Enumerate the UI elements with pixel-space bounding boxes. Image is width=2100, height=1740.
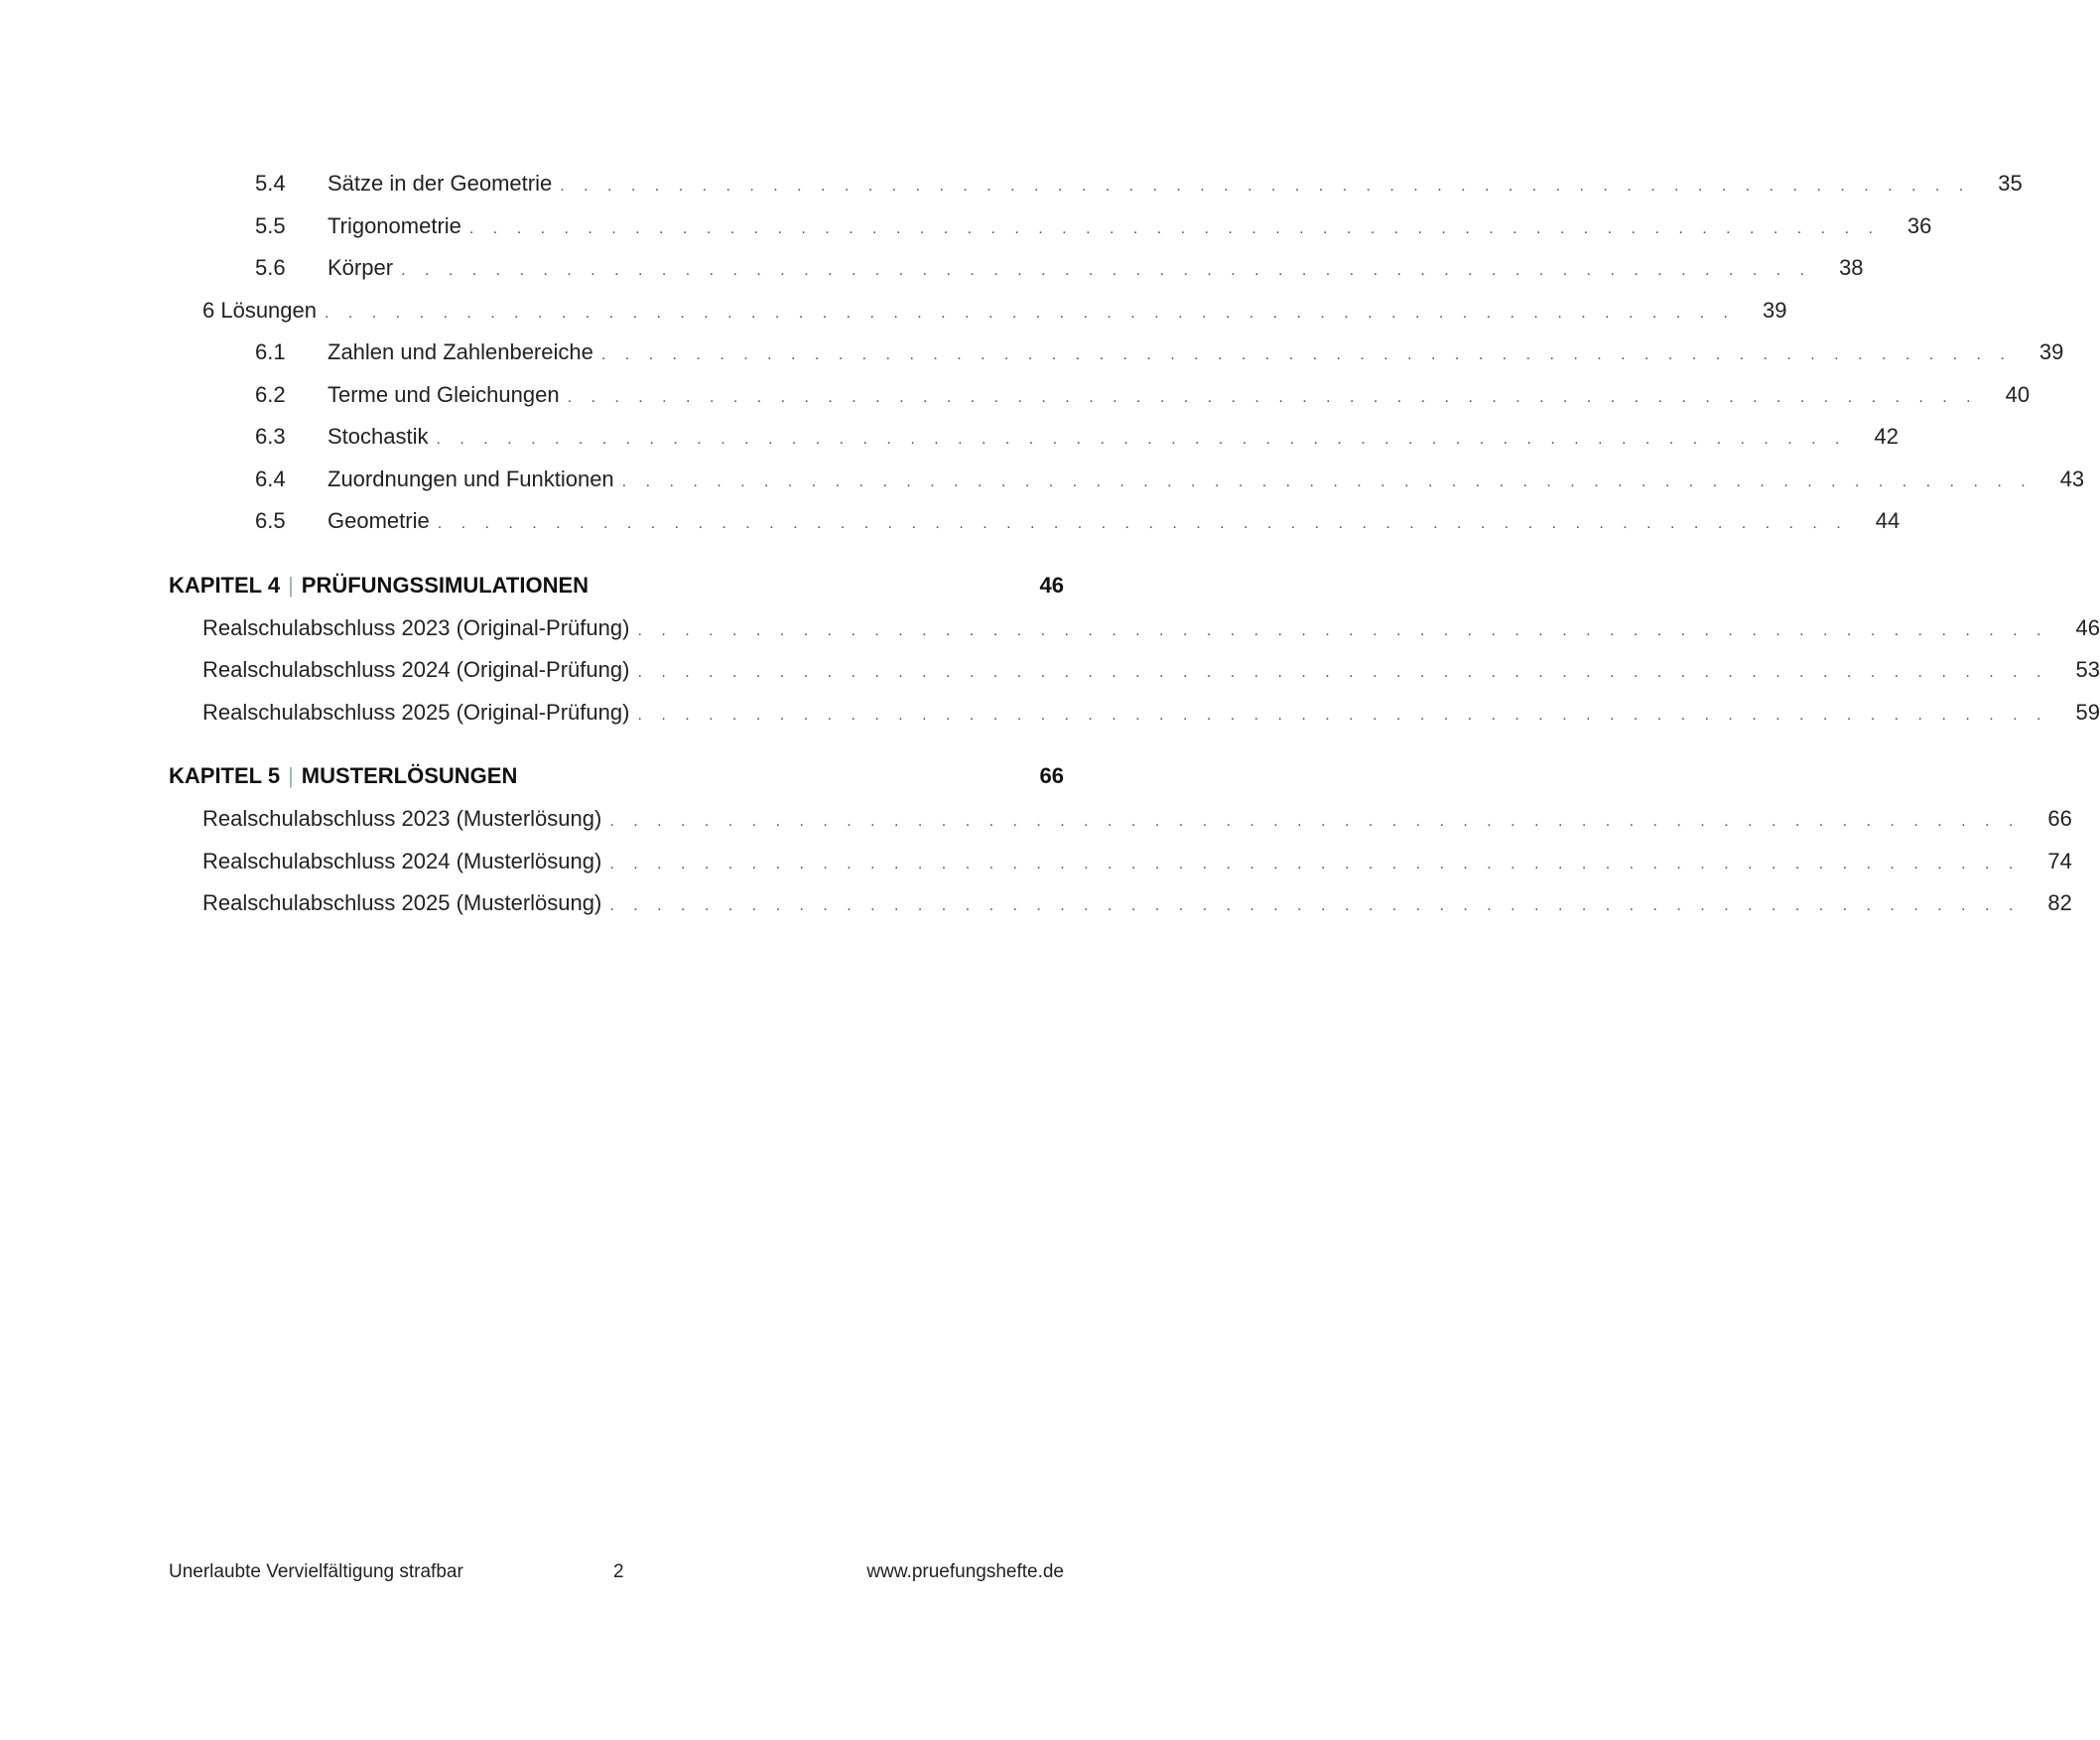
chapter-heading-kapitel-4[interactable] [169, 573, 1064, 615]
chapter-label: KAPITEL 5 [169, 763, 281, 788]
section-title: Körper [328, 255, 394, 280]
page-number: 82 [2047, 890, 2072, 915]
page-number: 42 [1874, 424, 1899, 449]
page-number: 35 [1998, 171, 2023, 196]
section-title: Sätze in der Geometrie [328, 171, 553, 196]
page-number: 46 [2075, 614, 2100, 640]
dot-leader: . . . . . . . . . . . . . . . . . . . . . . . . . . . . . . . . . . . . . . . . . . . . . . . . . . . . . . . . . . . . [637, 706, 2048, 724]
toc-entry-5-4[interactable] [169, 171, 2023, 213]
toc-entry-5-6[interactable] [169, 255, 1864, 298]
toc-entry-6-5[interactable] [169, 508, 1901, 551]
section-number: 5.5 [255, 212, 286, 238]
page-number: 39 [2038, 339, 2064, 364]
dot-leader: . . . . . . . . . . . . . . . . . . . . . . . . . . . . . . . . . . . . . . . . . . . . . . . . . . . . . . . . . . . . [600, 346, 2013, 363]
page-footer [169, 1561, 1064, 1587]
dot-leader: . . . . . . . . . . . . . . . . . . . . . . . . . . . . . . . . . . . . . . . . . . . . . . . . . . . . . . . . . . . . [436, 431, 1847, 448]
dot-leader: . . . . . . . . . . . . . . . . . . . . . . . . . . . . . . . . . . . . . . . . . . . . . . . . . . . . . . . . . . . . [560, 178, 1971, 195]
chapter-page-number: 66 [1039, 763, 1064, 788]
footer-page-number: 2 [613, 1561, 624, 1582]
section-title: Trigonometrie [328, 212, 461, 238]
dot-leader: . . . . . . . . . . . . . . . . . . . . . . . . . . . . . . . . . . . . . . . . . . . . . . . . . . . . . . . . . . . . [637, 621, 2048, 639]
page-number: 66 [2047, 806, 2072, 831]
section-title: Geometrie [328, 508, 430, 533]
chapter-page-number: 46 [1039, 572, 1064, 598]
chapter-label: KAPITEL 4 [169, 572, 281, 598]
dot-leader: . . . . . . . . . . . . . . . . . . . . . . . . . . . . . . . . . . . . . . . . . . . . . . . . . . . . . . . . . . . . [621, 472, 2034, 490]
dot-leader: . . . . . . . . . . . . . . . . . . . . . . . . . . . . . . . . . . . . . . . . . . . . . . . . . . . . . . . . . . . . [401, 262, 1812, 279]
dot-leader: . . . . . . . . . . . . . . . . . . . . . . . . . . . . . . . . . . . . . . . . . . . . . . . . . . . . . . . . . . . . [468, 219, 1881, 237]
toc-entry-6-loesungen[interactable] [169, 297, 1787, 340]
page-number: 36 [1906, 212, 1932, 238]
section-title: Zahlen und Zahlenbereiche [328, 339, 593, 364]
toc-entry-realschulabschluss-2024-original[interactable] [169, 657, 2100, 700]
page-number: 44 [1875, 508, 1901, 533]
toc-entry-realschulabschluss-2023-muster[interactable] [169, 806, 2072, 849]
chapter-title: MUSTERLÖSUNGEN [301, 763, 518, 788]
entry-title: Realschulabschluss 2025 (Musterlösung) [202, 890, 602, 915]
chapter-heading-text [169, 763, 1004, 789]
section-title: Terme und Gleichungen [328, 381, 560, 407]
dot-leader: . . . . . . . . . . . . . . . . . . . . . . . . . . . . . . . . . . . . . . . . . . . . . . . . . . . . . . . . . . . . [609, 897, 2021, 914]
toc-entry-realschulabschluss-2025-original[interactable] [169, 699, 2100, 742]
chapter-separator: | [288, 572, 294, 598]
page-number: 38 [1839, 255, 1864, 280]
entry-title: Realschulabschluss 2024 (Musterlösung) [202, 848, 602, 873]
page-number: 59 [2075, 699, 2100, 725]
toc-entry-realschulabschluss-2024-muster[interactable] [169, 848, 2072, 891]
toc-entry-realschulabschluss-2025-muster[interactable] [169, 890, 2072, 933]
dot-leader: . . . . . . . . . . . . . . . . . . . . . . . . . . . . . . . . . . . . . . . . . . . . . . . . . . . . . . . . . . . . [325, 304, 1736, 322]
section-number: 6.1 [255, 339, 286, 364]
footer-website-link[interactable]: www.pruefungshefte.de [866, 1561, 1064, 1582]
dot-leader: . . . . . . . . . . . . . . . . . . . . . . . . . . . . . . . . . . . . . . . . . . . . . . . . . . . . . . . . . . . . [609, 855, 2021, 872]
section-title: Stochastik [328, 424, 429, 449]
entry-title: Realschulabschluss 2023 (Original-Prüfung) [202, 614, 630, 640]
chapter-separator: | [288, 763, 294, 788]
entry-title: Realschulabschluss 2024 (Original-Prüfung) [202, 657, 630, 682]
entry-title: Realschulabschluss 2025 (Original-Prüfung) [202, 699, 630, 725]
toc-entry-6-3[interactable] [169, 424, 1899, 467]
toc-entry-6-1[interactable] [169, 339, 2064, 382]
section-number: 5.6 [255, 255, 286, 280]
section-number: 6.4 [255, 466, 286, 491]
page-number: 39 [1763, 297, 1787, 323]
page-number: 40 [2005, 381, 2031, 407]
dot-leader: . . . . . . . . . . . . . . . . . . . . . . . . . . . . . . . . . . . . . . . . . . . . . . . . . . . . . . . . . . . . [637, 664, 2048, 681]
section-number: 5.4 [255, 171, 286, 196]
entry-title: Realschulabschluss 2023 (Musterlösung) [202, 806, 602, 831]
section-title: Zuordnungen und Funktionen [328, 466, 614, 491]
page-number: 43 [2059, 466, 2085, 491]
page-number: 74 [2047, 848, 2072, 873]
chapter-heading-kapitel-5[interactable] [169, 763, 1064, 806]
section-number: 6.5 [255, 508, 286, 533]
footer-copyright-notice: Unerlaubte Vervielfältigung strafbar [169, 1561, 463, 1582]
toc-entry-realschulabschluss-2023-original[interactable] [169, 614, 2100, 658]
page-number: 53 [2075, 657, 2100, 682]
toc-entry-5-5[interactable] [169, 212, 1932, 256]
chapter-title: PRÜFUNGSSIMULATIONEN [301, 572, 590, 598]
dot-leader: . . . . . . . . . . . . . . . . . . . . . . . . . . . . . . . . . . . . . . . . . . . . . . . . . . . . . . . . . . . . [437, 515, 1849, 532]
section-number: 6.3 [255, 424, 286, 449]
section-number: 6.2 [255, 381, 286, 407]
table-of-contents [169, 171, 2100, 933]
chapter-title: 6 Lösungen [202, 297, 317, 323]
dot-leader: . . . . . . . . . . . . . . . . . . . . . . . . . . . . . . . . . . . . . . . . . . . . . . . . . . . . . . . . . . . . [567, 388, 1979, 406]
dot-leader: . . . . . . . . . . . . . . . . . . . . . . . . . . . . . . . . . . . . . . . . . . . . . . . . . . . . . . . . . . . . [609, 813, 2021, 830]
toc-entry-6-4[interactable] [169, 466, 2085, 509]
chapter-heading-text [169, 573, 1004, 599]
toc-entry-6-2[interactable] [169, 381, 2031, 425]
